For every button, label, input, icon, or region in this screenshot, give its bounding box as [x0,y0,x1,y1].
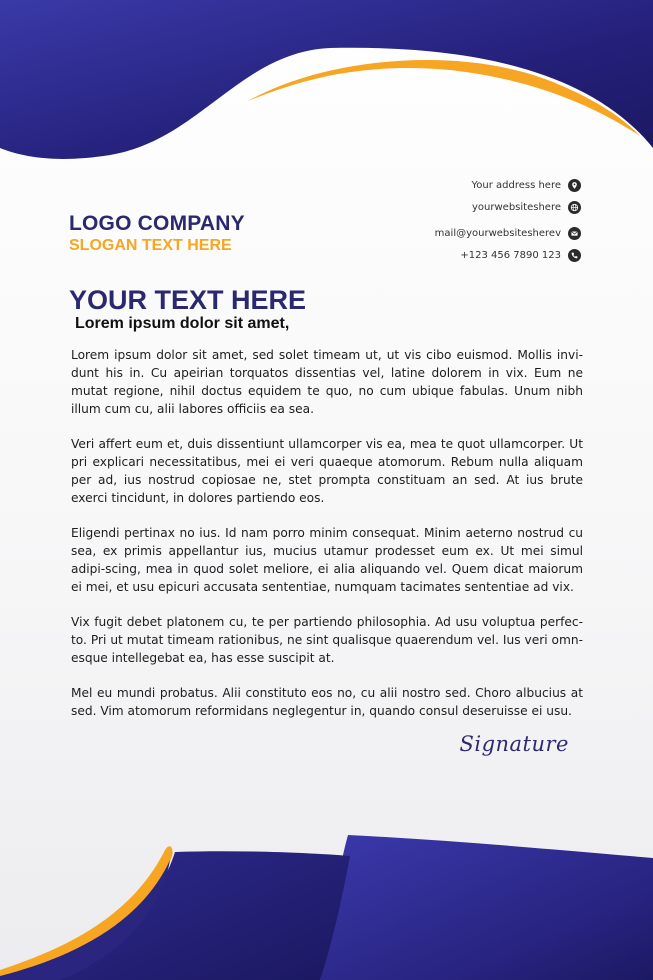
location-pin-icon [568,179,581,192]
top-wave-decoration [0,0,653,170]
logo [69,212,245,256]
navy-wave [0,0,653,159]
subheading: Lorem ipsum dolor sit amet, [75,315,290,332]
paragraph-3: Eligendi pertinax no ius. Id nam porro minim consequat. Minim aeterno nostrud cu sea, ex primis appellantur ius, mucius utamur prodesset eum ex. Ut mei simul adipi-scing, mea in quod solet meliore, ei alia aliquando vel. Quem dicat maiorum ei mei, et usu epicuri accusata sententiae, numquam tacimates sententiae ad vix. [71,526,583,594]
contact-phone [435,247,581,263]
paragraph-4: Vix fugit debet platonem cu, te per partiendo philosophia. Ad usu voluptua perfec-to. Pri ut mutat timeam rationibus, ne sint qualisque quaerendum vel. Ius veri omn-esque intellegebat ea, has esse suscipit at. [71,615,583,665]
paragraph-1: Lorem ipsum dolor sit amet, sed solet timeam ut, ut vis cibo euismod. Mollis invi-dunt his in. Cu apeirian torquatos dissentias vel, latine dolorem in vix. Eum ne mutat regione, nihil doctus equidem te quo, no cum ubique fabulas. Unum nibh illum cum cu, alii labores officiis ea sea. [71,348,583,416]
letter-body [71,346,583,737]
contact-website [435,199,581,215]
paragraph-2: Veri affert eum et, duis dissentiunt ullamcorper vis ea, mea te quot ullamcorper. Ut pri explicari necessitatibus, mei ei veri quaeque atomorum. Rebum nulla aliquam per ad, ius nostrud copiosae ne, stet prompta constituam an sed. At ius brute exerci tincidunt, in dolores partiendo eos. [71,437,583,505]
signature: Signature [459,732,569,756]
email-text: mail@yourwebsiteshere​v [434,227,561,239]
paragraph-5: Mel eu mundi probatus. Alii constituto eos no, cu alii nostro sed. Choro albucius at sed. Vim atomorum reformidans neglegentur in, quando consul deseruisse ei usu. [71,686,583,718]
contact-email [435,225,581,241]
mail-icon [568,227,581,240]
logo-slogan: SLOGAN TEXT HERE [69,237,232,254]
contact-address [435,177,581,193]
phone-icon [568,249,581,262]
logo-company-name: LOGO COMPANY [69,212,245,235]
website-text: yourwebsiteshere [472,201,561,213]
navy-wave-right [320,835,653,980]
page-heading: YOUR TEXT HERE [69,285,307,315]
contact-block [435,177,581,263]
globe-icon [568,201,581,214]
address-text: Your address here [471,179,561,191]
phone-text: +123 456 7890 123 [460,249,561,261]
bottom-wave-decoration [0,830,653,980]
